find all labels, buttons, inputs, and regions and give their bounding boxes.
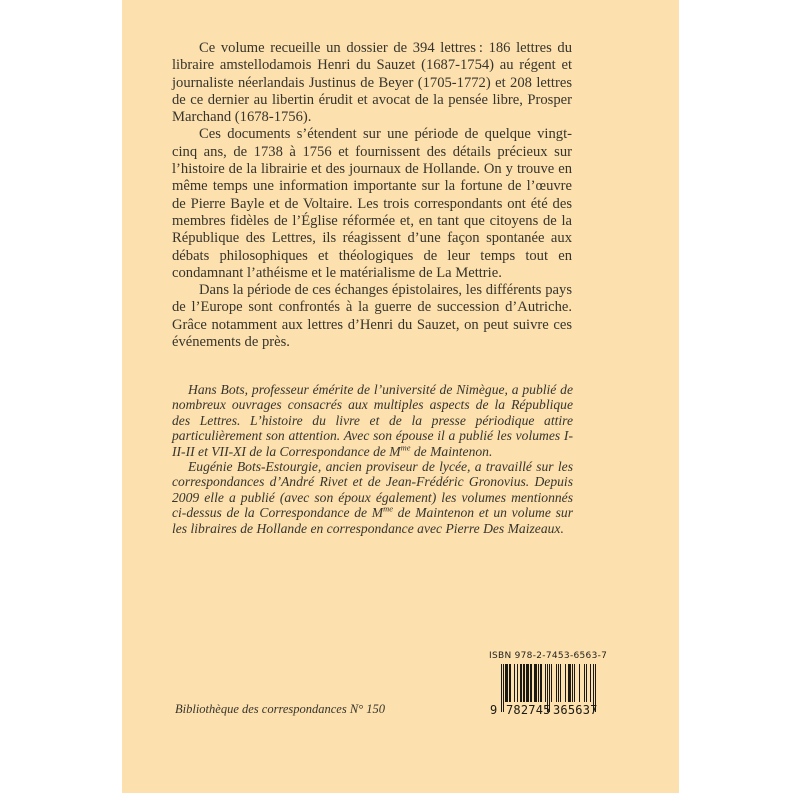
barcode-bar — [528, 664, 529, 702]
paragraph: Eugénie Bots-Estourgie, ancien proviseur de lycée, a travaillé sur les correspondances d’André Rivet et de Jean-Frédéric Gronovius. Depuis 2009 elle a publié (avec son époux également) les volumes mentionnés ci-dessus de la Correspondance de $M^{me}$ de Maintenon et un volume sur les libraires de Hollande en correspondance avec Pierre Des Maizeaux. — [172, 459, 574, 536]
barcode-bar — [514, 664, 515, 702]
barcode-bar — [551, 664, 552, 702]
paragraph: Ces documents s’étendent sur une période de quelque vingt-cinq ans, de 1738 à 1756 et fournissent des détails précieux sur l’histoire de la librairie et des journaux de Hollande. On y trouve en même temps une information importante sur la fortune de l’œuvre de Pierre Bayle et de Voltaire. Les trois correspondants ont été des membres fidèles de l’Église réformée et, en tant que citoyens de la République des Lettres, ils réagissent d’une façon spontanée aux débats philosophiques et théologiques de leur temps tout en condamnant l’athéisme et le matérialisme de La Mettrie. — [172, 126, 572, 281]
paragraph: Dans la période de ces échanges épistolaires, les différents pays de l’Europe sont confrontés à la guerre de succession d’Autriche. Grâce notamment aux lettres d’Henri du Sauzet, on peut suivre ces événements de près. — [172, 282, 572, 351]
barcode-bar — [586, 664, 587, 702]
barcode-bar — [584, 664, 585, 702]
barcode-bar — [524, 664, 525, 702]
barcode-digit-left-group: 782745 — [506, 703, 551, 717]
barcode-bar — [531, 664, 532, 702]
barcode-bar — [558, 664, 559, 702]
barcode-block — [489, 651, 608, 717]
isbn-label: ISBN 978-2-7453-6563-7 — [489, 651, 608, 661]
barcode-digits — [489, 703, 605, 716]
barcode-bar — [565, 664, 566, 702]
book-back-cover — [122, 0, 679, 793]
author-bios — [172, 382, 573, 536]
barcode-bar — [560, 664, 561, 702]
barcode-digit-lead: 9 — [490, 703, 498, 717]
barcode-bar — [541, 664, 542, 702]
back-cover-blurb — [172, 40, 572, 351]
barcode-bar — [556, 664, 557, 702]
barcode-bar — [579, 664, 580, 702]
barcode-bar — [517, 664, 518, 702]
barcode-bar — [545, 664, 546, 702]
barcode-bar — [572, 664, 573, 702]
barcode-bar — [521, 664, 522, 702]
paragraph: Ce volume recueille un dossier de 394 lettres : 186 lettres du libraire amstellodamois Henri du Sauzet (1687-1754) au régent et journaliste néerlandais Justinus de Beyer (1705-1772) et 208 lettres de ce dernier au libertin érudit et avocat de la pensée libre, Prosper Marchand (1678-1756). — [172, 40, 572, 126]
barcode-bar — [507, 664, 508, 702]
barcode-bar — [538, 664, 539, 702]
barcode-bar — [536, 664, 537, 702]
paragraph: Hans Bots, professeur émérite de l’université de Nimègue, a publié de nombreux ouvrages consacrés aux multiples aspects de la République des Lettres. L’histoire du livre et de la presse périodique attire particulièrement son attention. Avec son épouse il a publié les volumes I-II-II et VII-XI de la Correspondance de $M^{me}$ de Maintenon. — [172, 382, 573, 459]
barcode-bar — [590, 664, 591, 702]
barcode-bar — [510, 664, 511, 702]
barcode-bar — [570, 664, 571, 702]
barcode-bar — [574, 664, 575, 702]
collection-series-label: Bibliothèque des correspondances N° 150 — [175, 702, 386, 716]
barcode-digit-right-group: 365637 — [553, 703, 598, 717]
